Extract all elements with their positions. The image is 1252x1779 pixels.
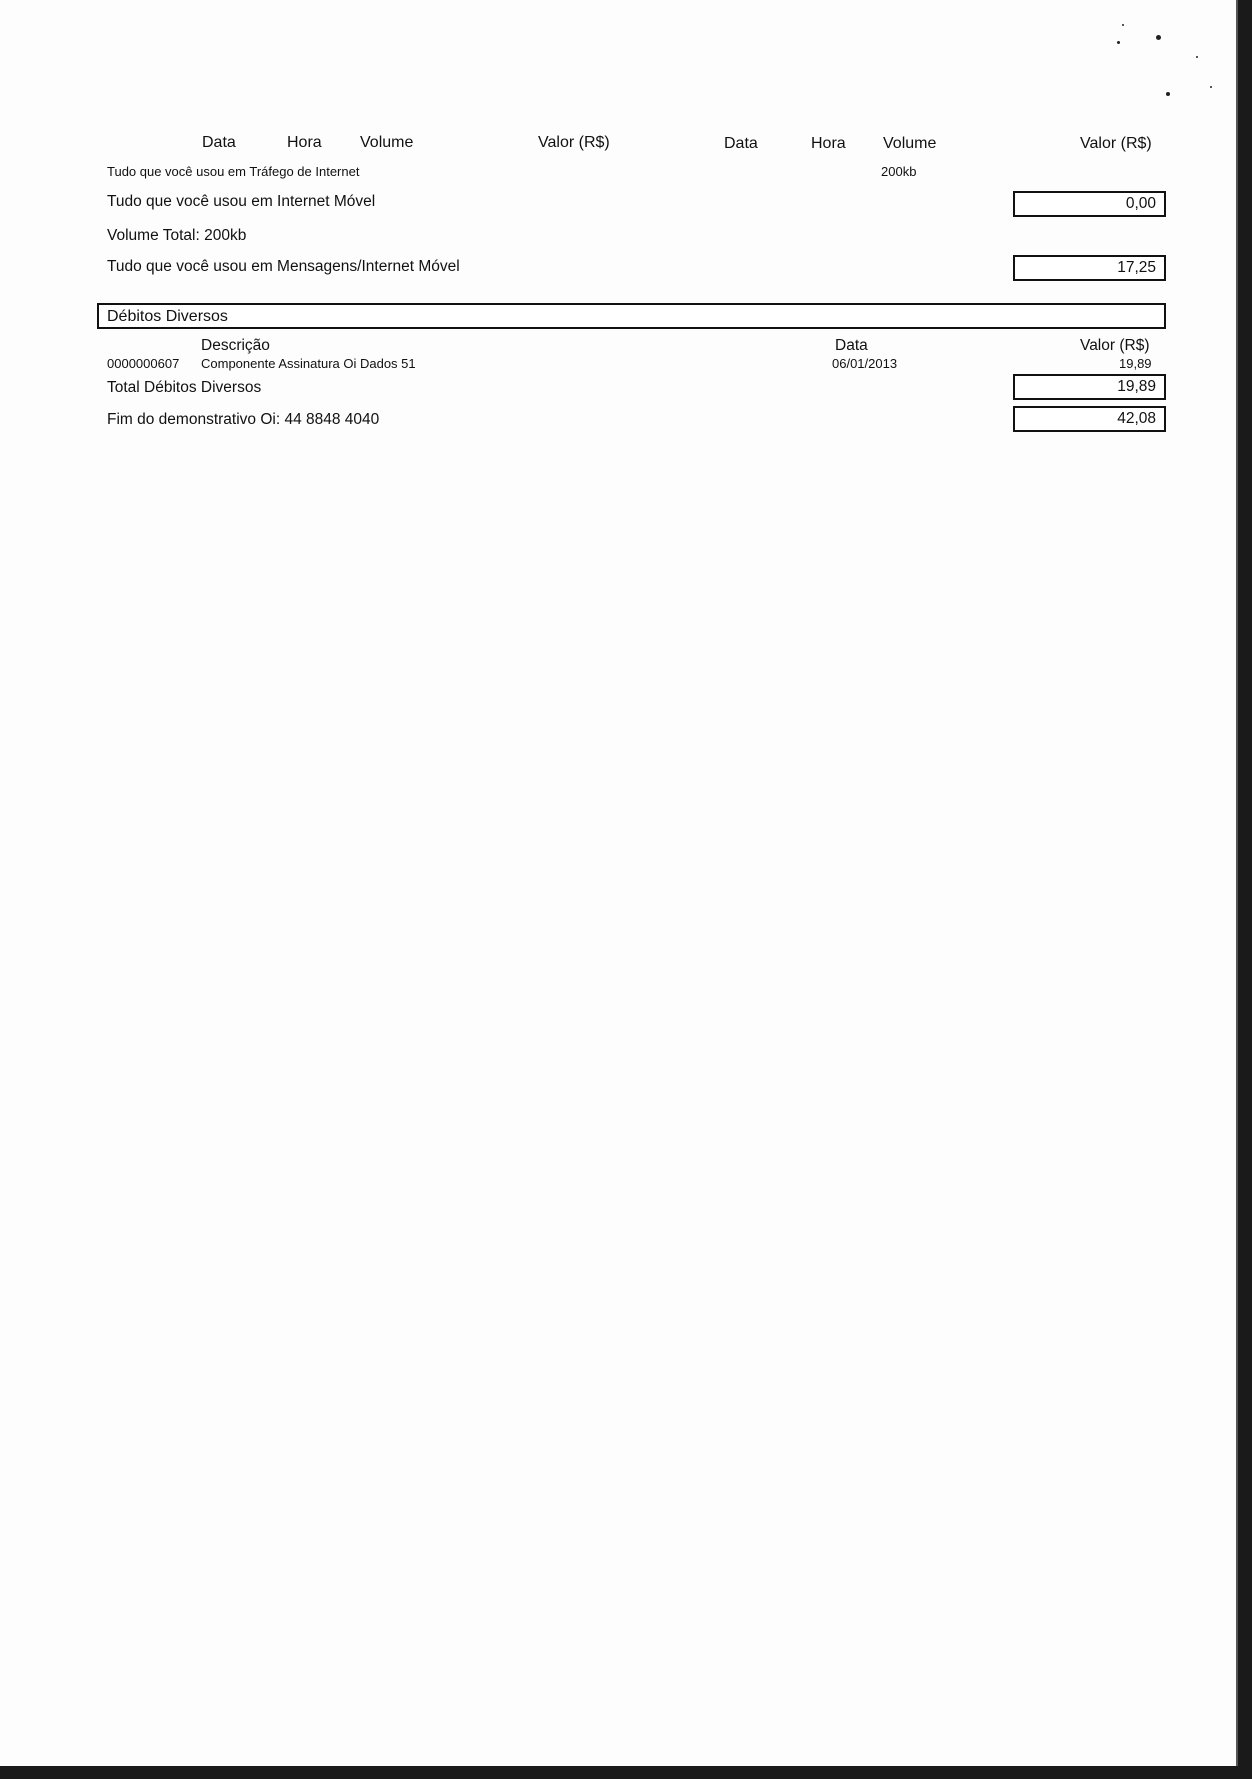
debito-item-description: Componente Assinatura Oi Dados 51 <box>201 356 416 371</box>
total-debitos-label: Total Débitos Diversos <box>107 379 262 396</box>
header-right-data: Data <box>724 135 758 152</box>
debitos-col-data: Data <box>835 337 868 354</box>
mensagens-internet-total: 17,25 <box>1013 255 1166 281</box>
header-left-volume: Volume <box>360 134 414 151</box>
volume-total: Volume Total: 200kb <box>107 227 247 244</box>
scan-speck <box>1156 35 1161 40</box>
internet-movel-total: 0,00 <box>1013 191 1166 217</box>
fim-demonstrativo-total: 42,08 <box>1013 406 1166 432</box>
header-left-valor: Valor (R$) <box>538 134 610 151</box>
debito-item-value: 19,89 <box>1119 356 1152 371</box>
trafego-internet-label: Tudo que você usou em Tráfego de Internet <box>107 164 360 179</box>
trafego-internet-volume: 200kb <box>881 164 917 179</box>
mensagens-internet-label: Tudo que você usou em Mensagens/Internet Móvel <box>107 258 460 275</box>
fim-demonstrativo-label: Fim do demonstrativo Oi: 44 8848 4040 <box>107 411 380 428</box>
header-right-volume: Volume <box>883 135 937 152</box>
header-right-valor: Valor (R$) <box>1080 135 1152 152</box>
internet-movel-label: Tudo que você usou em Internet Móvel <box>107 193 376 210</box>
header-left-hora: Hora <box>287 134 322 151</box>
debitos-col-descricao: Descrição <box>201 337 270 354</box>
scan-speck <box>1210 86 1212 88</box>
debito-item-date: 06/01/2013 <box>832 356 898 371</box>
debitos-section-header <box>97 303 1166 329</box>
header-right-hora: Hora <box>811 135 846 152</box>
total-debitos-value: 19,89 <box>1013 374 1166 400</box>
debitos-section-title: Débitos Diversos <box>107 308 228 325</box>
scan-speck <box>1122 24 1124 26</box>
scan-speck <box>1196 56 1198 58</box>
debitos-col-valor: Valor (R$) <box>1080 337 1150 354</box>
scan-speck <box>1166 92 1170 96</box>
header-left-data: Data <box>202 134 236 151</box>
scan-speck <box>1117 41 1120 44</box>
debito-item-code: 0000000607 <box>107 356 180 371</box>
